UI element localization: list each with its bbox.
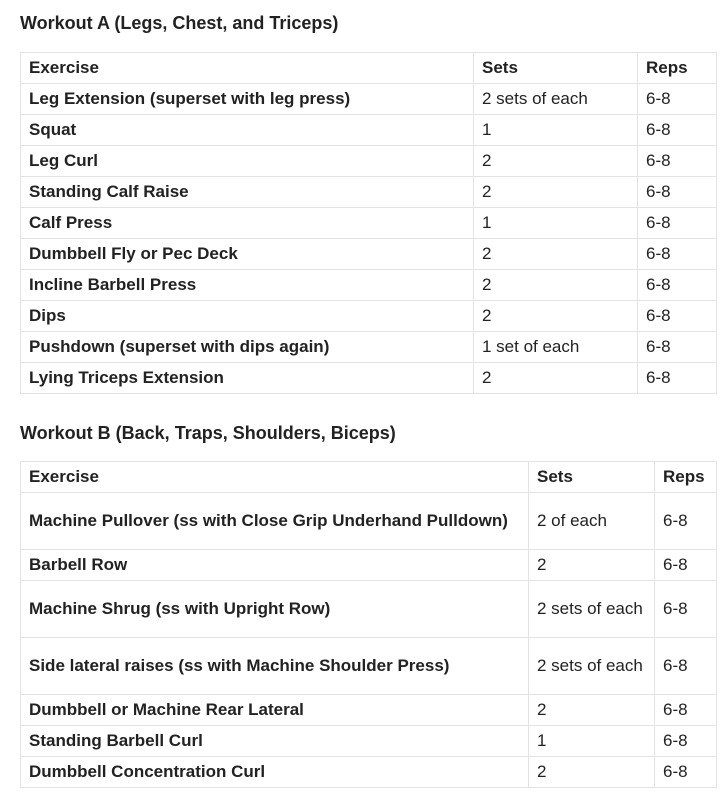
sets-cell: 2 (474, 239, 638, 270)
reps-cell: 6-8 (638, 270, 717, 301)
sets-cell: 2 sets of each (529, 581, 655, 638)
exercise-cell: Dips (21, 301, 474, 332)
table-row (21, 695, 717, 726)
table-row (21, 757, 717, 788)
table-row (21, 638, 717, 695)
sets-cell: 2 sets of each (474, 84, 638, 115)
column-header-reps: Reps (655, 462, 717, 493)
workout-a-table (20, 52, 717, 394)
reps-cell: 6-8 (655, 695, 717, 726)
reps-cell: 6-8 (638, 363, 717, 394)
sets-cell: 2 sets of each (529, 638, 655, 695)
table-row (21, 332, 717, 363)
table-row (21, 84, 717, 115)
sets-cell: 2 (529, 550, 655, 581)
reps-cell: 6-8 (655, 581, 717, 638)
sets-cell: 1 set of each (474, 332, 638, 363)
table-row (21, 581, 717, 638)
exercise-cell: Barbell Row (21, 550, 529, 581)
reps-cell: 6-8 (638, 332, 717, 363)
table-header-row (21, 462, 717, 493)
sets-cell: 2 (529, 695, 655, 726)
exercise-cell: Squat (21, 115, 474, 146)
exercise-cell: Standing Calf Raise (21, 177, 474, 208)
sets-cell: 2 (474, 177, 638, 208)
sets-cell: 2 of each (529, 493, 655, 550)
exercise-cell: Side lateral raises (ss with Machine Shoulder Press) (21, 638, 529, 695)
table-row (21, 270, 717, 301)
sets-cell: 2 (529, 757, 655, 788)
reps-cell: 6-8 (638, 177, 717, 208)
table-row (21, 177, 717, 208)
workout-b-table (20, 461, 717, 788)
reps-cell: 6-8 (655, 757, 717, 788)
table-row (21, 115, 717, 146)
table-row (21, 726, 717, 757)
sets-cell: 2 (474, 363, 638, 394)
sets-cell: 2 (474, 301, 638, 332)
table-row (21, 208, 717, 239)
exercise-cell: Dumbbell or Machine Rear Lateral (21, 695, 529, 726)
reps-cell: 6-8 (638, 239, 717, 270)
sets-cell: 1 (474, 115, 638, 146)
reps-cell: 6-8 (655, 638, 717, 695)
exercise-cell: Calf Press (21, 208, 474, 239)
exercise-cell: Leg Curl (21, 146, 474, 177)
table-row (21, 493, 717, 550)
column-header-sets: Sets (529, 462, 655, 493)
sets-cell: 2 (474, 146, 638, 177)
exercise-cell: Standing Barbell Curl (21, 726, 529, 757)
exercise-cell: Incline Barbell Press (21, 270, 474, 301)
reps-cell: 6-8 (655, 726, 717, 757)
exercise-cell: Lying Triceps Extension (21, 363, 474, 394)
sets-cell: 2 (474, 270, 638, 301)
sets-cell: 1 (474, 208, 638, 239)
exercise-cell: Machine Shrug (ss with Upright Row) (21, 581, 529, 638)
reps-cell: 6-8 (638, 146, 717, 177)
reps-cell: 6-8 (655, 493, 717, 550)
sets-cell: 1 (529, 726, 655, 757)
exercise-cell: Dumbbell Fly or Pec Deck (21, 239, 474, 270)
exercise-cell: Machine Pullover (ss with Close Grip Underhand Pulldown) (21, 493, 529, 550)
table-row (21, 363, 717, 394)
table-row (21, 239, 717, 270)
workout-b-title: Workout B (Back, Traps, Shoulders, Biceps) (20, 423, 396, 443)
workout-a-title: Workout A (Legs, Chest, and Triceps) (20, 13, 339, 33)
exercise-cell: Pushdown (superset with dips again) (21, 332, 474, 363)
column-header-sets: Sets (474, 53, 638, 84)
table-header-row (21, 53, 717, 84)
column-header-exercise: Exercise (21, 462, 529, 493)
reps-cell: 6-8 (638, 208, 717, 239)
table-row (21, 301, 717, 332)
reps-cell: 6-8 (638, 115, 717, 146)
reps-cell: 6-8 (638, 84, 717, 115)
reps-cell: 6-8 (638, 301, 717, 332)
exercise-cell: Dumbbell Concentration Curl (21, 757, 529, 788)
reps-cell: 6-8 (655, 550, 717, 581)
table-row (21, 146, 717, 177)
table-row (21, 550, 717, 581)
column-header-exercise: Exercise (21, 53, 474, 84)
column-header-reps: Reps (638, 53, 717, 84)
exercise-cell: Leg Extension (superset with leg press) (21, 84, 474, 115)
